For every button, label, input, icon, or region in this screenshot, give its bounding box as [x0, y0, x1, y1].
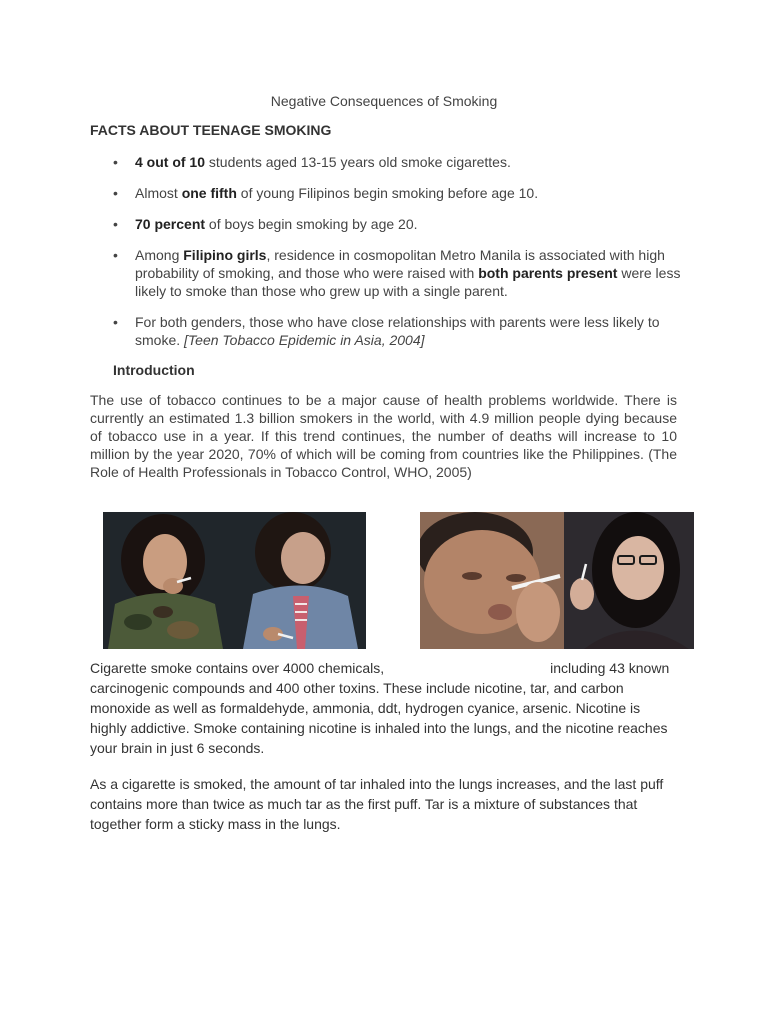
fact-item — [113, 184, 683, 202]
introduction-paragraph: The use of tobacco continues to be a major cause of health problems worldwide. There is currently an estimated 1.3 billion smokers in the world, with 4.9 million people dying because of tobacco use in a year. If this trend continues, the number of deaths will increase to 10 million by the year 2020, 70% of which will be coming from countries like the Philippines. (The Role of Health Professionals in Tobacco Control, WHO, 2005) — [90, 392, 677, 480]
fact-text: Almost — [135, 185, 182, 201]
photo-illustration — [420, 512, 564, 649]
fact-text: of young Filipinos begin smoking before age 10. — [236, 185, 539, 201]
photo-illustration — [564, 512, 694, 649]
young-smokers-photo — [420, 512, 694, 649]
photo-illustration — [103, 512, 366, 649]
fact-emphasis: one fifth — [181, 185, 237, 201]
fact-text: For both genders, those who have close relationships with parents were less likely to smoke. — [135, 314, 660, 348]
bullet-icon: • — [113, 314, 118, 330]
fact-item — [113, 246, 683, 300]
bullet-icon: • — [113, 216, 118, 232]
body-paragraph-2: As a cigarette is smoked, the amount of tar inhaled into the lungs increases, and the last puff contains more than twice as much tar as the first puff. Tar is a mixture of substances that together form a sticky mass in the lungs. — [90, 776, 664, 832]
body-paragraph-1 — [90, 658, 680, 758]
p1-start-text: Cigarette smoke contains over 4000 chemicals, — [90, 660, 385, 676]
introduction-heading: Introduction — [113, 362, 195, 378]
bullet-icon: • — [113, 185, 118, 201]
fact-emphasis: 70 percent — [135, 216, 206, 232]
fact-item — [113, 153, 683, 171]
woman-smoking-panel — [564, 512, 694, 649]
teen-girls-smoking-photo — [103, 512, 366, 649]
fact-item — [113, 215, 683, 233]
fact-emphasis: Filipino girls — [183, 247, 267, 263]
fact-emphasis: 4 out of 10 — [135, 154, 206, 170]
child-smoking-panel — [420, 512, 564, 649]
fact-text: Among — [135, 247, 184, 263]
fact-text: of boys begin smoking by age 20. — [205, 216, 418, 232]
fact-text: students aged 13-15 years old smoke cigarettes. — [205, 154, 511, 170]
document-title: Negative Consequences of Smoking — [270, 93, 498, 109]
fact-item — [113, 313, 683, 349]
bullet-icon: • — [113, 154, 118, 170]
fact-text: were less likely to smoke than those who grew up with a single parent. — [135, 265, 681, 299]
fact-emphasis: both parents present — [478, 265, 618, 281]
p1-rest-text: including 43 known carcinogenic compounds and 400 other toxins. These include nicotine, tar, and carbon monoxide as well as formaldehyde, ammonia, ddt, hydrogen cyanice, arsenic. Nicotine is highly addictive. Smoke containing nicotine is inhaled into the lungs, and the nicotine reaches your brain in just 6 seconds. — [90, 660, 670, 756]
facts-heading: FACTS ABOUT TEENAGE SMOKING — [90, 122, 332, 138]
fact-citation: [Teen Tobacco Epidemic in Asia, 2004] — [184, 332, 425, 348]
bullet-icon: • — [113, 247, 118, 263]
facts-list — [113, 153, 683, 362]
fact-text: , residence in cosmopolitan Metro Manila is associated with high probability of smoking, and those who were raised with — [135, 247, 665, 281]
